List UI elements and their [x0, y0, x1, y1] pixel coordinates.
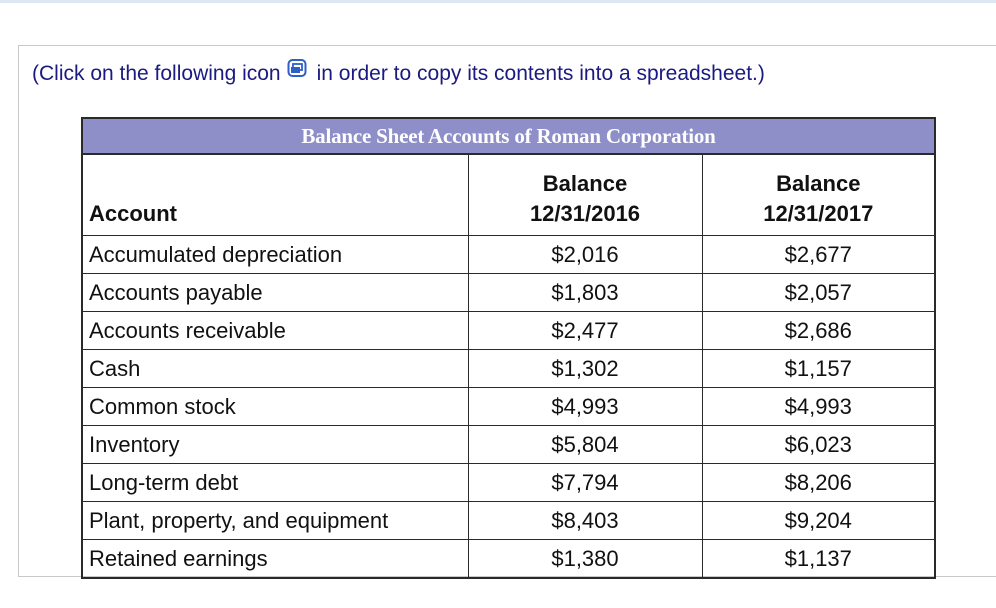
- balance-2017-cell: $1,157: [702, 350, 935, 388]
- table-title: Balance Sheet Accounts of Roman Corporation: [82, 118, 935, 154]
- balance-2016-cell: $5,804: [468, 426, 702, 464]
- table-header-row: [82, 154, 935, 236]
- balance-2017-cell: $2,686: [702, 312, 935, 350]
- instruction-text: [32, 60, 765, 88]
- table-row: [82, 388, 935, 426]
- table-row: [82, 312, 935, 350]
- balance-2017-cell: $4,993: [702, 388, 935, 426]
- table-row: [82, 274, 935, 312]
- balance-2016-cell: $8,403: [468, 502, 702, 540]
- balance-2016-cell: $2,016: [468, 236, 702, 274]
- table-row: [82, 464, 935, 502]
- balance-2017-cell: $6,023: [702, 426, 935, 464]
- balance-2016-cell: $1,803: [468, 274, 702, 312]
- balance-2016-cell: $7,794: [468, 464, 702, 502]
- balance-sheet-table-container: [81, 117, 934, 579]
- header-balance-2016-line1: Balance: [542, 171, 628, 196]
- balance-2017-cell: $9,204: [702, 502, 935, 540]
- balance-2017-cell: $8,206: [702, 464, 935, 502]
- table-row: [82, 426, 935, 464]
- header-balance-2017-line2: 12/31/2017: [763, 201, 874, 226]
- header-balance-2017: [702, 154, 935, 236]
- table-row: [82, 502, 935, 540]
- balance-2016-cell: $2,477: [468, 312, 702, 350]
- instruction-after-icon: in order to copy its contents into a spreadsheet.): [316, 62, 765, 85]
- balance-2017-cell: $1,137: [702, 540, 935, 579]
- account-cell: Retained earnings: [82, 540, 468, 579]
- account-cell: Common stock: [82, 388, 468, 426]
- balance-2016-cell: $1,380: [468, 540, 702, 579]
- balance-2016-cell: $4,993: [468, 388, 702, 426]
- balance-2017-cell: $2,057: [702, 274, 935, 312]
- copy-to-spreadsheet-icon[interactable]: [287, 58, 307, 86]
- account-cell: Inventory: [82, 426, 468, 464]
- account-cell: Accounts receivable: [82, 312, 468, 350]
- balance-sheet-table: [81, 117, 936, 579]
- table-row: [82, 350, 935, 388]
- table-row: [82, 540, 935, 579]
- account-cell: Accumulated depreciation: [82, 236, 468, 274]
- table-row: [82, 236, 935, 274]
- top-border-line: [0, 0, 996, 3]
- balance-2016-cell: $1,302: [468, 350, 702, 388]
- header-balance-2016: [468, 154, 702, 236]
- header-balance-2017-line1: Balance: [776, 171, 861, 196]
- header-balance-2016-line2: 12/31/2016: [529, 201, 641, 226]
- account-cell: Long-term debt: [82, 464, 468, 502]
- instruction-before-icon: (Click on the following icon: [32, 62, 281, 85]
- account-cell: Accounts payable: [82, 274, 468, 312]
- table-title-row: [82, 118, 935, 154]
- header-account: Account: [82, 154, 468, 236]
- account-cell: Cash: [82, 350, 468, 388]
- balance-2017-cell: $2,677: [702, 236, 935, 274]
- account-cell: Plant, property, and equipment: [82, 502, 468, 540]
